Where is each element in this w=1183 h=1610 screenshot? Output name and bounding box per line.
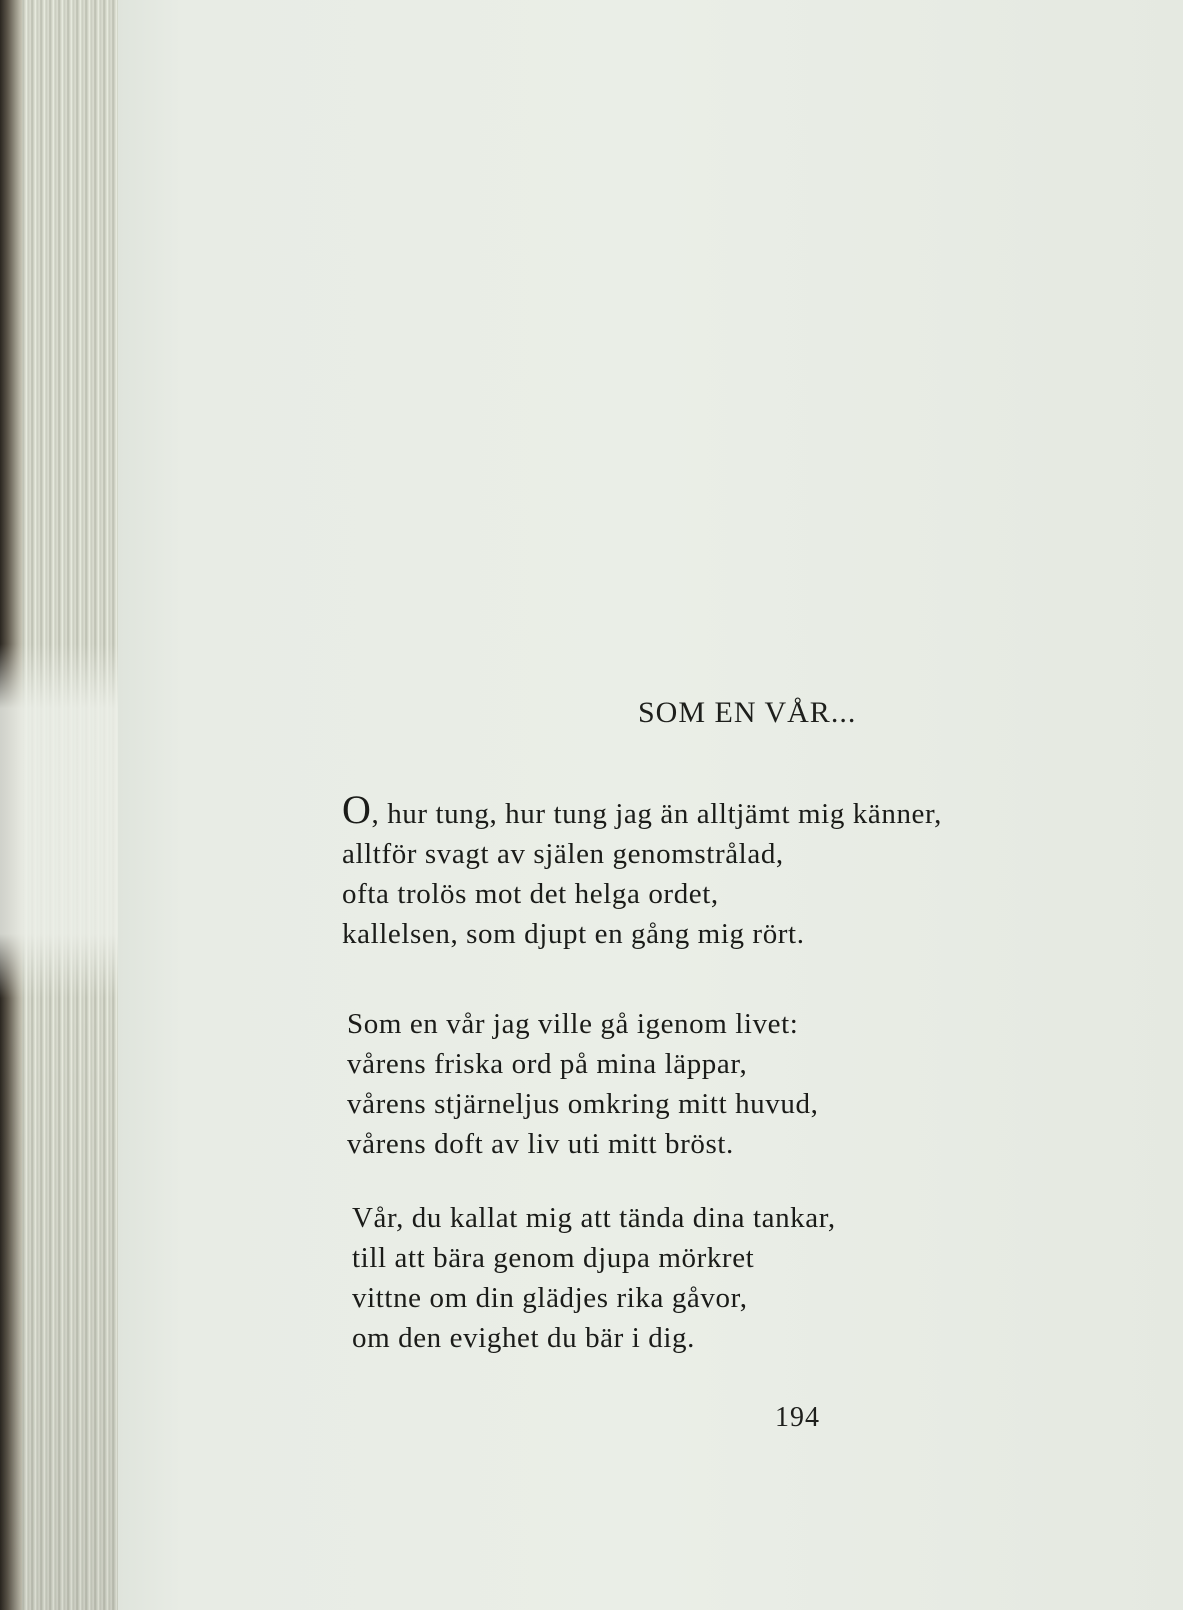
stanza-2-line-2: vårens friska ord på mina läppar, [347, 1048, 748, 1080]
stanza-3 [352, 1198, 836, 1358]
stanza-3-line-4: om den evighet du bär i dig. [352, 1322, 695, 1354]
stanza-2-line-3: vårens stjärneljus omkring mitt huvud, [347, 1088, 819, 1120]
drop-cap: O [342, 787, 372, 832]
first-line-text: , hur tung, hur tung jag än alltjämt mig känner, [371, 798, 942, 830]
stanza-1 [342, 787, 942, 954]
stanza-2-line-1: Som en vår jag ville gå igenom livet: [347, 1008, 799, 1040]
poem-title: SOM EN VÅR... [638, 696, 857, 729]
stanza-1-line-2: alltför svagt av själen genomstrålad, [342, 838, 784, 870]
page-number: 194 [775, 1402, 820, 1433]
stanza-1-line-4: kallelsen, som djupt en gång mig rört. [342, 918, 805, 950]
stanza-3-line-2: till att bära genom djupa mörkret [352, 1242, 755, 1274]
stanza-2-line-4: vårens doft av liv uti mitt bröst. [347, 1128, 734, 1160]
stanza-1-line-1 [342, 787, 942, 834]
stanza-2 [347, 1004, 818, 1164]
stanza-3-line-1: Vår, du kallat mig att tända dina tankar, [352, 1202, 836, 1234]
stanza-3-line-3: vittne om din glädjes rika gåvor, [352, 1282, 748, 1314]
book-page [118, 0, 1183, 1610]
stanza-1-line-3: ofta trolös mot det helga ordet, [342, 878, 719, 910]
